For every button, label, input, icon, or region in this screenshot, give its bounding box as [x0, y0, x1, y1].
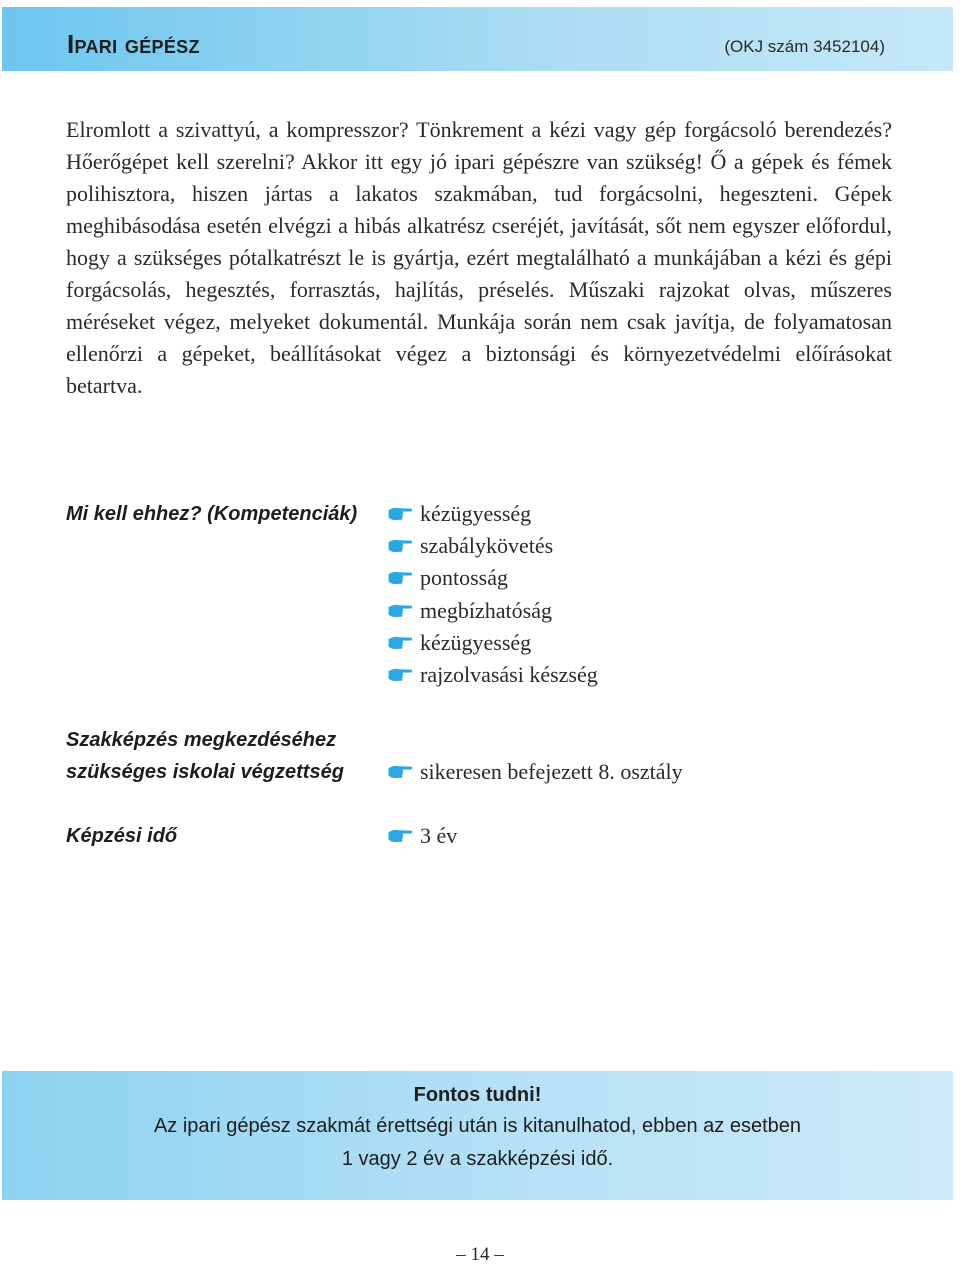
education-text: sikeresen befejezett 8. osztály — [420, 759, 683, 785]
page-title: Ipari gépész — [67, 29, 200, 59]
list-item — [388, 659, 598, 691]
pointing-hand-icon — [388, 539, 413, 553]
intro-paragraph: Elromlott a szivattyú, a kompresszor? Tönkrement a kézi vagy gép forgácsoló berendezés? Hőerőgépet kell szerelni? Akkor itt egy jó ipari gépészre van szükség! Ő a gépek és fémek polihisztora, hiszen jártas a lakatos szakmában, tud forgácsolni, hegeszteni. Gépek meghibásodása esetén elvégzi a hibás alkatrész cseréjét, javítását, sőt nem egyszer előfordul, hogy a szükséges pótalkatrészt le is gyártja, ezért megtalálható a munkájában a kézi és gépi forgácsolás, hegesztés, forrasztás, hajlítás, préselés. Műszaki rajzokat olvas, műszeres méréseket végez, melyeket dokumentál. Munkája során nem csak javítja, de folyamatosan ellenőrzi a gépeket, beállításokat végez a biztonsági és környezetvédelmi előírásokat betartva. — [66, 117, 892, 398]
list-item — [388, 595, 598, 627]
education-label-line1: Szakképzés megkezdéséhez — [66, 729, 337, 751]
pointing-hand-icon — [388, 604, 413, 618]
duration-label: Képzési idő — [66, 825, 178, 847]
pointing-hand-icon — [388, 765, 413, 779]
competency-text: rajzolvasási készség — [420, 662, 598, 688]
duration-list — [388, 820, 457, 852]
competency-text: kézügyesség — [420, 629, 532, 655]
pointing-hand-icon — [388, 668, 413, 682]
competencies-label: Mi kell ehhez? (Kompetenciák) — [66, 503, 358, 525]
okj-code: (OKJ szám 3452104) — [724, 37, 885, 56]
competency-text: megbízhatóság — [420, 597, 552, 623]
info-box-line1: Az ipari gépész szakmát érettségi után is kitanulhatod, ebben az esetben — [153, 1115, 802, 1137]
list-item — [388, 562, 598, 594]
list-item — [388, 498, 598, 530]
info-box-title: Fontos tudni! — [413, 1084, 542, 1106]
pointing-hand-icon — [388, 571, 413, 585]
education-list — [388, 756, 683, 788]
list-item — [388, 820, 457, 852]
list-item — [388, 756, 683, 788]
education-label-line2: szükséges iskolai végzettség — [66, 761, 344, 783]
info-box — [2, 1071, 953, 1200]
competency-text: szabálykövetés — [420, 533, 554, 559]
duration-text: 3 év — [420, 823, 458, 849]
pointing-hand-icon — [388, 636, 413, 650]
page-number: – 14 – — [456, 1244, 504, 1265]
competencies-list — [388, 498, 598, 691]
pointing-hand-icon — [388, 507, 413, 521]
info-box-line2: 1 vagy 2 év a szakképzési idő. — [341, 1148, 614, 1170]
list-item — [388, 530, 598, 562]
list-item — [388, 627, 598, 659]
competency-text: kézügyesség — [420, 501, 532, 527]
header-bar — [2, 7, 953, 71]
competency-text: pontosság — [420, 565, 508, 591]
pointing-hand-icon — [388, 829, 413, 843]
